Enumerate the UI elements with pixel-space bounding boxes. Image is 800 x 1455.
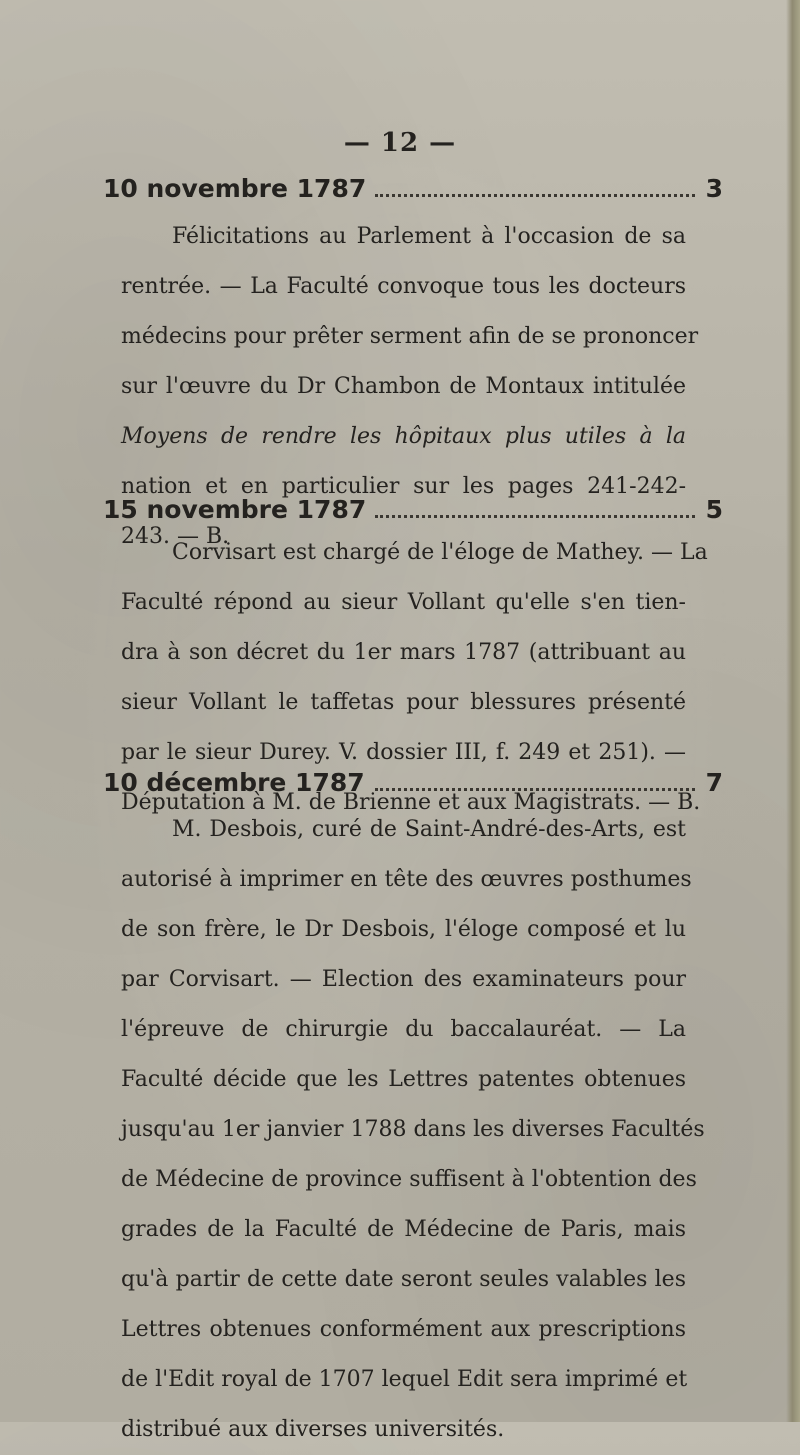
text-line: jusqu'au 1er janvier 1788 dans les diverses Facultés	[121, 1117, 705, 1142]
text-line: de l'Edit royal de 1707 lequel Edit sera imprimé et	[121, 1367, 688, 1392]
entry-heading	[103, 766, 723, 800]
entry-folio: 5	[705, 495, 723, 524]
text-line: qu'à partir de cette date seront seules valables les	[121, 1267, 686, 1292]
text-line: l'épreuve de chirurgie du baccalauréat. — La	[121, 1017, 686, 1042]
entry-date: 10 novembre 1787	[103, 174, 367, 203]
page-edge	[786, 0, 800, 1422]
text-line: de son frère, le Dr Desbois, l'éloge composé et lu	[121, 917, 686, 942]
text-line: dra à son décret du 1er mars 1787 (attribuant au	[121, 640, 686, 665]
entry-folio: 7	[705, 768, 723, 797]
page-number: — 12 —	[343, 128, 457, 158]
text-line: médecins pour prêter serment afin de se prononcer	[121, 324, 699, 349]
entry-date: 10 décembre 1787	[103, 768, 365, 797]
text-line: par le sieur Durey. V. dossier III, f. 249 et 251). —	[121, 740, 686, 765]
text-line: grades de la Faculté de Médecine de Paris, mais	[121, 1217, 686, 1242]
entry-heading	[103, 493, 723, 527]
text-line: autorisé à imprimer en tête des œuvres posthumes	[121, 867, 692, 892]
text-line: rentrée. — La Faculté convoque tous les docteurs	[121, 274, 686, 299]
text-line: distribué aux diverses universités.	[121, 1417, 505, 1442]
text-line: Corvisart est chargé de l'éloge de Mathey. — La	[172, 540, 708, 565]
text-line: nation et en particulier sur les pages 241-242-	[121, 474, 686, 499]
entry-folio: 3	[705, 174, 723, 203]
text-line: 243. — B.	[121, 524, 230, 549]
text-line: par Corvisart. — Election des examinateurs pour	[121, 967, 686, 992]
text-line: Faculté décide que les Lettres patentes obtenues	[121, 1067, 686, 1092]
dot-leader	[375, 194, 695, 197]
entry-body	[121, 805, 705, 1455]
dot-leader	[375, 515, 695, 518]
text-line: Lettres obtenues conformément aux prescriptions	[121, 1317, 686, 1342]
entry-date: 15 novembre 1787	[103, 495, 367, 524]
text-line: Moyens de rendre les hôpitaux plus utiles à la	[121, 424, 686, 449]
text-line: sur l'œuvre du Dr Chambon de Montaux intitulée	[121, 374, 686, 399]
text-line: sieur Vollant le taffetas pour blessures présenté	[121, 690, 686, 715]
entry-heading	[103, 172, 723, 206]
text-line: Députation à M. de Brienne et aux Magistrats. — B.	[121, 790, 701, 815]
dot-leader	[375, 788, 695, 791]
text-line: M. Desbois, curé de Saint-André-des-Arts, est	[172, 817, 686, 842]
text-line: de Médecine de province suffisent à l'obtention des	[121, 1167, 697, 1192]
text-line: Faculté répond au sieur Vollant qu'elle s'en tien-	[121, 590, 686, 615]
text-line: Félicitations au Parlement à l'occasion de sa	[172, 224, 686, 249]
